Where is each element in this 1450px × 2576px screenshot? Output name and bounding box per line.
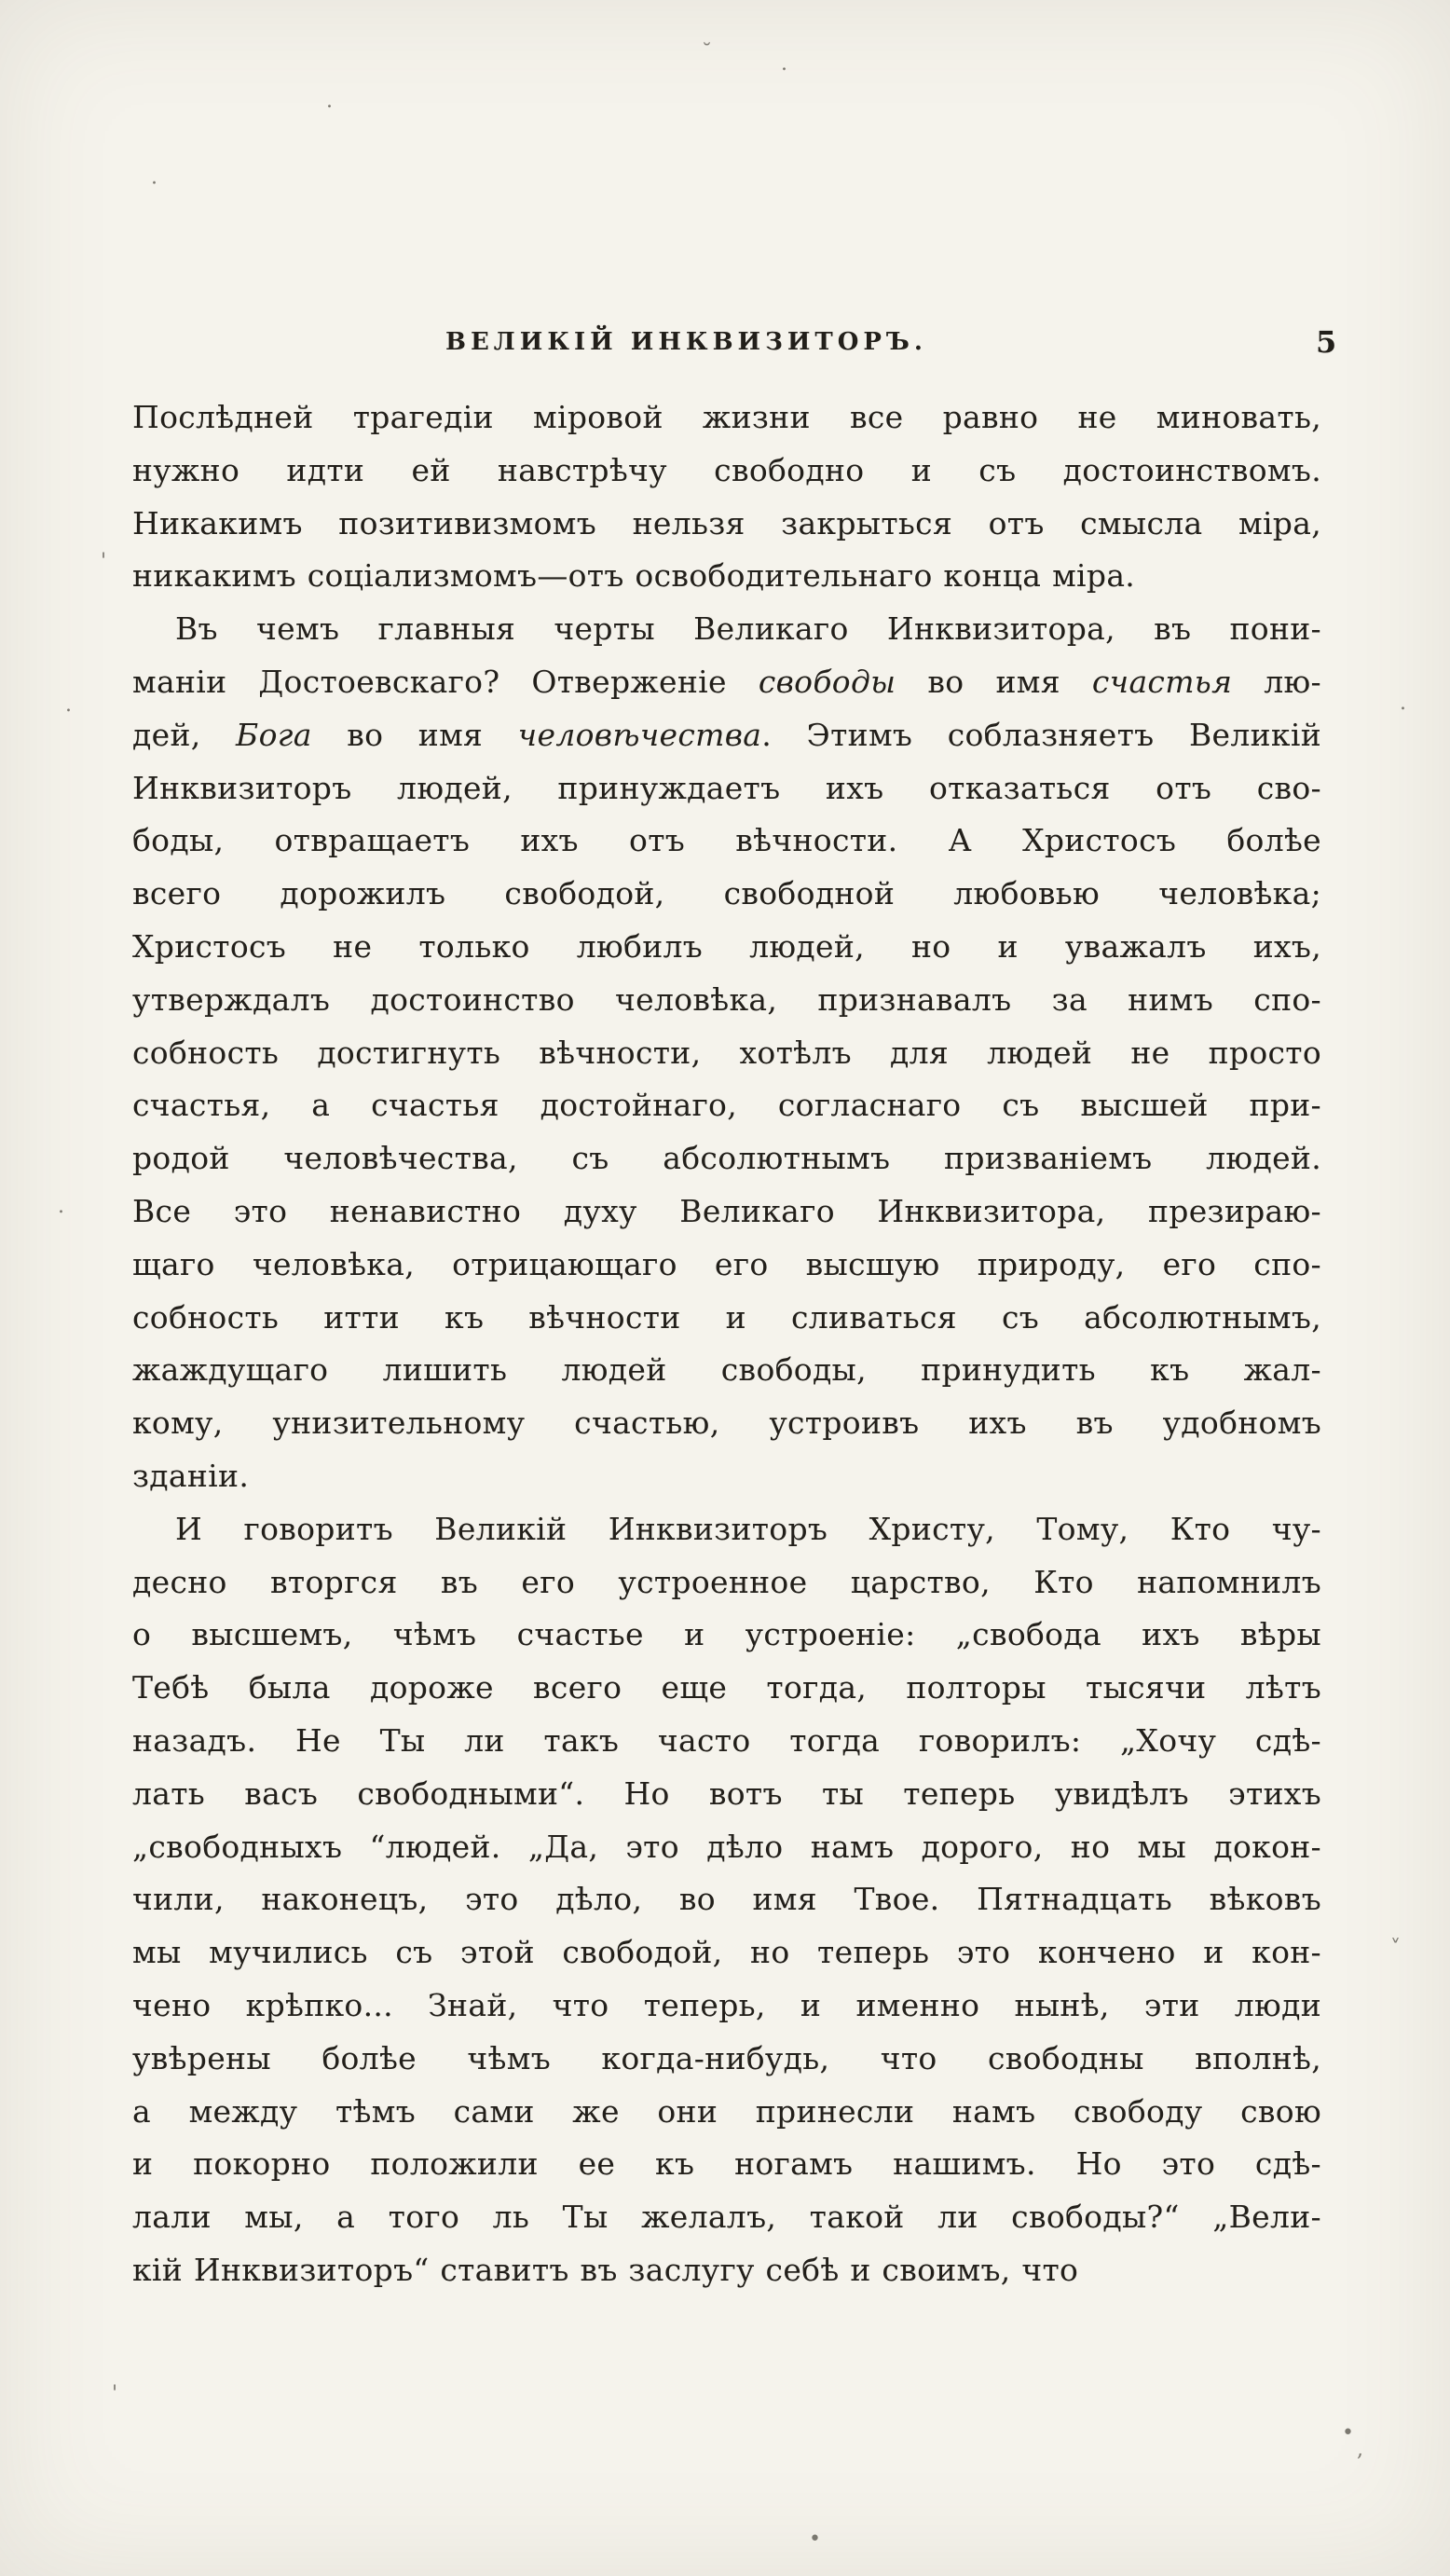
text-segment: лю- — [1232, 663, 1321, 700]
text-segment: кій Инквизиторъ“ ставитъ въ заслугу себѣ и своимъ, что — [132, 2251, 1079, 2288]
text-segment: жаждущаго лишить людей свободы, принудить къ жал- — [132, 1351, 1321, 1389]
text-segment: о высшемъ, чѣмъ счастье и устроеніе: „свобода ихъ вѣры — [132, 1616, 1321, 1653]
page-number: 5 — [1316, 324, 1337, 360]
text-line — [132, 1079, 1321, 1132]
text-segment: кому, унизительному счастью, устроивъ ихъ въ удобномъ — [132, 1404, 1321, 1442]
scan-speck: ˅ — [1390, 1937, 1401, 1960]
text-segment: и покорно положили ее къ ногамъ нашимъ. Но это сдѣ- — [132, 2145, 1321, 2183]
text-segment: мы мучились съ этой свободой, но теперь это кончено и кон- — [132, 1934, 1321, 1971]
text-segment: во имя — [896, 663, 1092, 700]
text-segment: нужно идти ей навстрѣчу свободно и съ достоинствомъ. — [132, 451, 1321, 488]
text-segment: боды, отвращаетъ ихъ отъ вѣчности. А Христосъ болѣе — [132, 822, 1321, 859]
text-line — [132, 1503, 1321, 1556]
paragraph — [132, 603, 1321, 1503]
text-line — [132, 603, 1321, 656]
text-segment: десно вторгся въ его устроенное царство, Кто напомнилъ — [132, 1563, 1321, 1600]
text-line — [132, 1662, 1321, 1715]
text-segment: щаго человѣка, отрицающаго его высшую природу, его спо- — [132, 1245, 1321, 1282]
text-segment: дей, — [132, 716, 237, 753]
text-segment: собность итти къ вѣчности и сливаться съ абсолютнымъ, — [132, 1298, 1321, 1336]
text-line — [132, 1450, 1321, 1503]
text-segment: всего дорожилъ свободой, свободной любовью человѣка; — [132, 875, 1321, 912]
scan-speck: ˘ — [702, 41, 712, 64]
text-segment: . Этимъ соблазняетъ Великій — [761, 716, 1321, 753]
text-segment: счастья, а счастья достойнаго, согласнаго съ высшей при- — [132, 1087, 1321, 1124]
text-block — [132, 391, 1321, 2297]
text-line — [132, 2138, 1321, 2191]
text-line — [132, 1768, 1321, 1821]
scan-speck: . — [65, 693, 72, 717]
text-line — [132, 2033, 1321, 2086]
text-segment: Въ чемъ главныя черты Великаго Инквизитора, въ пони- — [175, 610, 1321, 648]
text-line — [132, 1980, 1321, 2033]
scan-speck: . — [151, 166, 157, 189]
scan-speck: ' — [112, 2382, 118, 2405]
text-line — [132, 1185, 1321, 1239]
text-line — [132, 1397, 1321, 1450]
text-line — [132, 1715, 1321, 1768]
text-segment: утверждалъ достоинство человѣка, признавалъ за нимъ спо- — [132, 980, 1321, 1018]
text-line — [132, 762, 1321, 815]
text-line — [132, 2086, 1321, 2139]
paragraph — [132, 1503, 1321, 2297]
scan-speck: • — [809, 2528, 821, 2551]
text-segment: Тебѣ была дороже всего еще тогда, полторы тысячи лѣтъ — [132, 1669, 1321, 1706]
text-line — [132, 1926, 1321, 1980]
text-line — [132, 1609, 1321, 1662]
text-segment: Никакимъ позитивизмомъ нельзя закрыться отъ смысла міра, — [132, 504, 1321, 541]
emphasized-text: свободы — [758, 663, 896, 700]
text-line — [132, 1873, 1321, 1926]
text-line — [132, 1556, 1321, 1610]
text-line — [132, 550, 1321, 603]
text-segment: а между тѣмъ сами же они принесли намъ свободу свою — [132, 2092, 1321, 2130]
text-line — [132, 1239, 1321, 1292]
text-line — [132, 656, 1321, 709]
text-line — [132, 974, 1321, 1027]
text-segment: лали мы, а того ль Ты желалъ, такой ли свободы?“ „Вели- — [132, 2199, 1321, 2236]
text-line — [132, 868, 1321, 921]
text-segment: во имя — [311, 716, 518, 753]
text-line — [132, 1292, 1321, 1345]
text-segment: родой человѣчества, съ абсолютнымъ призваніемъ людей. — [132, 1140, 1321, 1177]
emphasized-text: человѣчества — [517, 716, 762, 753]
text-line — [132, 391, 1321, 445]
text-line — [132, 2244, 1321, 2297]
text-segment: лать васъ свободными“. Но вотъ ты теперь увидѣлъ этихъ — [132, 1774, 1321, 1812]
text-line — [132, 2191, 1321, 2244]
scan-speck: • — [1342, 2421, 1354, 2445]
text-line — [132, 1344, 1321, 1397]
text-segment: „свободныхъ “людей. „Да, это дѣло намъ дорого, но мы докон- — [132, 1828, 1321, 1865]
text-segment: увѣрены болѣе чѣмъ когда-нибудь, что свободны вполнѣ, — [132, 2039, 1321, 2076]
text-segment: Все это ненавистно духу Великаго Инквизитора, презираю- — [132, 1192, 1321, 1229]
text-line — [132, 709, 1321, 762]
text-line — [132, 498, 1321, 551]
scan-speck: . — [781, 52, 787, 75]
text-segment: чено крѣпко... Знай, что теперь, и именно нынѣ, эти люди — [132, 1986, 1321, 2023]
emphasized-text: счастья — [1091, 663, 1233, 700]
text-segment: Инквизиторъ людей, принуждаетъ ихъ отказаться отъ сво- — [132, 769, 1321, 806]
text-segment: маніи Достоевскаго? Отверженіе — [132, 663, 759, 700]
text-segment: И говоритъ Великій Инквизиторъ Христу, Тому, Кто чу- — [175, 1510, 1321, 1547]
text-segment: собность достигнуть вѣчности, хотѣлъ для людей не просто — [132, 1034, 1321, 1071]
text-line — [132, 1027, 1321, 1080]
text-segment: никакимъ соціализмомъ—отъ освободительнаго конца міра. — [132, 557, 1136, 595]
text-line — [132, 1821, 1321, 1874]
text-line — [132, 921, 1321, 974]
text-line — [132, 445, 1321, 498]
scan-speck: ' — [101, 550, 107, 573]
emphasized-text: Бога — [236, 716, 312, 753]
text-line — [132, 815, 1321, 868]
text-line — [132, 1132, 1321, 1185]
paragraph — [132, 391, 1321, 603]
text-segment: назадъ. Не Ты ли такъ часто тогда говорилъ: „Хочу сдѣ- — [132, 1721, 1321, 1759]
text-segment: чили, наконецъ, это дѣло, во имя Твое. Пятнадцать вѣковъ — [132, 1881, 1321, 1918]
running-header — [0, 324, 1450, 369]
scan-speck: , — [1357, 2438, 1363, 2461]
scan-speck: . — [326, 89, 333, 113]
text-segment: зданіи. — [132, 1457, 250, 1494]
page-heading: ВЕЛИКІЙ ИНКВИЗИТОРЪ. — [445, 328, 927, 356]
scan-speck: . — [58, 1195, 64, 1218]
text-segment: Христосъ не только любилъ людей, но и уважалъ ихъ, — [132, 927, 1321, 965]
text-segment: Послѣдней трагедіи міровой жизни все равно не миновать, — [132, 399, 1321, 435]
scan-speck: . — [1400, 692, 1406, 715]
